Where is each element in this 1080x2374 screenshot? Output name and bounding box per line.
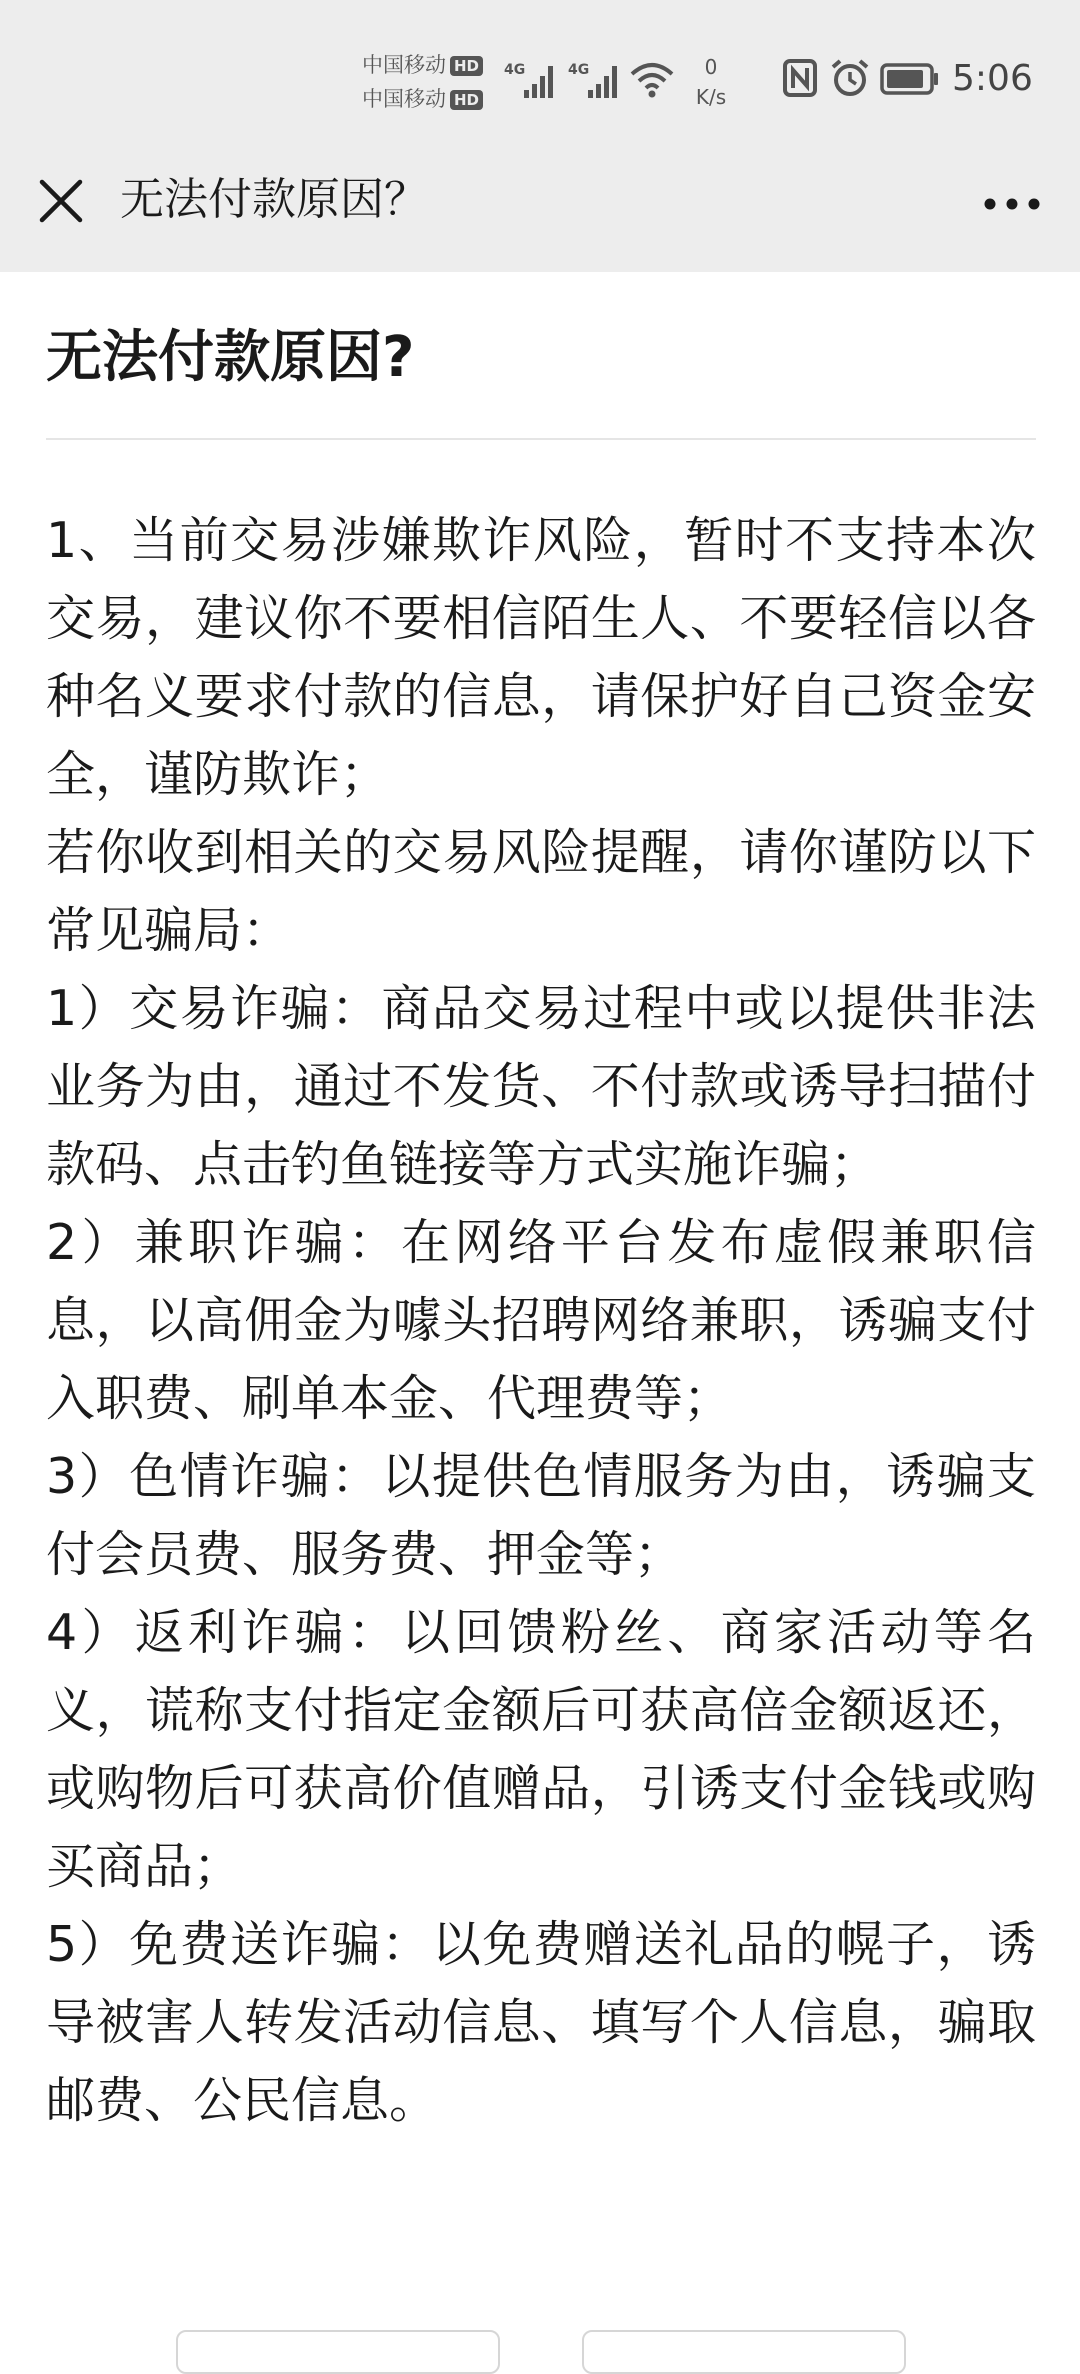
speed-unit: K/s — [695, 85, 727, 109]
nav-bar — [0, 150, 1080, 272]
carrier-line-2 — [362, 82, 483, 116]
network-type-2: 4G — [568, 62, 590, 78]
hd-badge-2: HD — [450, 90, 483, 110]
network-type-1: 4G — [504, 62, 526, 78]
title-divider — [46, 438, 1036, 440]
paragraph-7: 5）免费送诈骗：以免费赠送礼品的幌子，诱导被害人转发活动信息、填写个人信息，骗取邮费、公民信息。 — [46, 1916, 1036, 2129]
carrier-name-2: 中国移动 — [362, 87, 446, 111]
nfc-icon — [782, 58, 818, 98]
alarm-icon — [830, 58, 870, 98]
hd-badge-1: HD — [450, 56, 483, 76]
paragraph-1: 1、当前交易涉嫌欺诈风险，暂时不支持本次交易，建议你不要相信陌生人、不要轻信以各种名义要求付款的信息，请保护好自己资金安全，谨防欺诈； — [46, 512, 1036, 803]
paragraph-3: 1）交易诈骗：商品交易过程中或以提供非法业务为由，通过不发货、不付款或诱导扫描付款码、点击钓鱼链接等方式实施诈骗； — [46, 980, 1036, 1193]
battery-icon — [880, 62, 940, 96]
more-button[interactable] — [974, 174, 1050, 234]
feedback-buttons — [0, 2330, 1080, 2340]
signal-icon-2 — [568, 58, 624, 102]
carrier-info — [362, 48, 483, 116]
paragraph-2: 若你收到相关的交易风险提醒，请你谨防以下常见骗局： — [46, 824, 1036, 959]
carrier-name-1: 中国移动 — [362, 53, 446, 77]
status-bar — [0, 0, 1080, 150]
article — [46, 272, 1036, 2140]
article-body — [46, 502, 1036, 2140]
wifi-icon — [630, 60, 674, 100]
article-title: 无法付款原因? — [46, 325, 415, 390]
more-icon — [984, 198, 1040, 210]
nav-title: 无法付款原因？ — [120, 174, 428, 225]
network-speed — [686, 52, 736, 112]
carrier-line-1 — [362, 48, 483, 82]
feedback-button-left[interactable] — [176, 2330, 500, 2374]
clock: 5:06 — [952, 58, 1033, 99]
signal-icon — [504, 58, 560, 102]
feedback-button-right[interactable] — [582, 2330, 906, 2374]
paragraph-6: 4）返利诈骗：以回馈粉丝、商家活动等名义，谎称支付指定金额后可获高倍金额返还，或购物后可获高价值赠品，引诱支付金钱或购买商品； — [46, 1604, 1036, 1895]
paragraph-5: 3）色情诈骗：以提供色情服务为由，诱骗支付会员费、服务费、押金等； — [46, 1448, 1036, 1583]
paragraph-4: 2）兼职诈骗：在网络平台发布虚假兼职信息，以高佣金为噱头招聘网络兼职，诱骗支付入职费、刷单本金、代理费等； — [46, 1214, 1036, 1427]
close-button[interactable] — [28, 168, 94, 234]
close-icon — [39, 179, 83, 223]
speed-value: 0 — [704, 55, 718, 79]
